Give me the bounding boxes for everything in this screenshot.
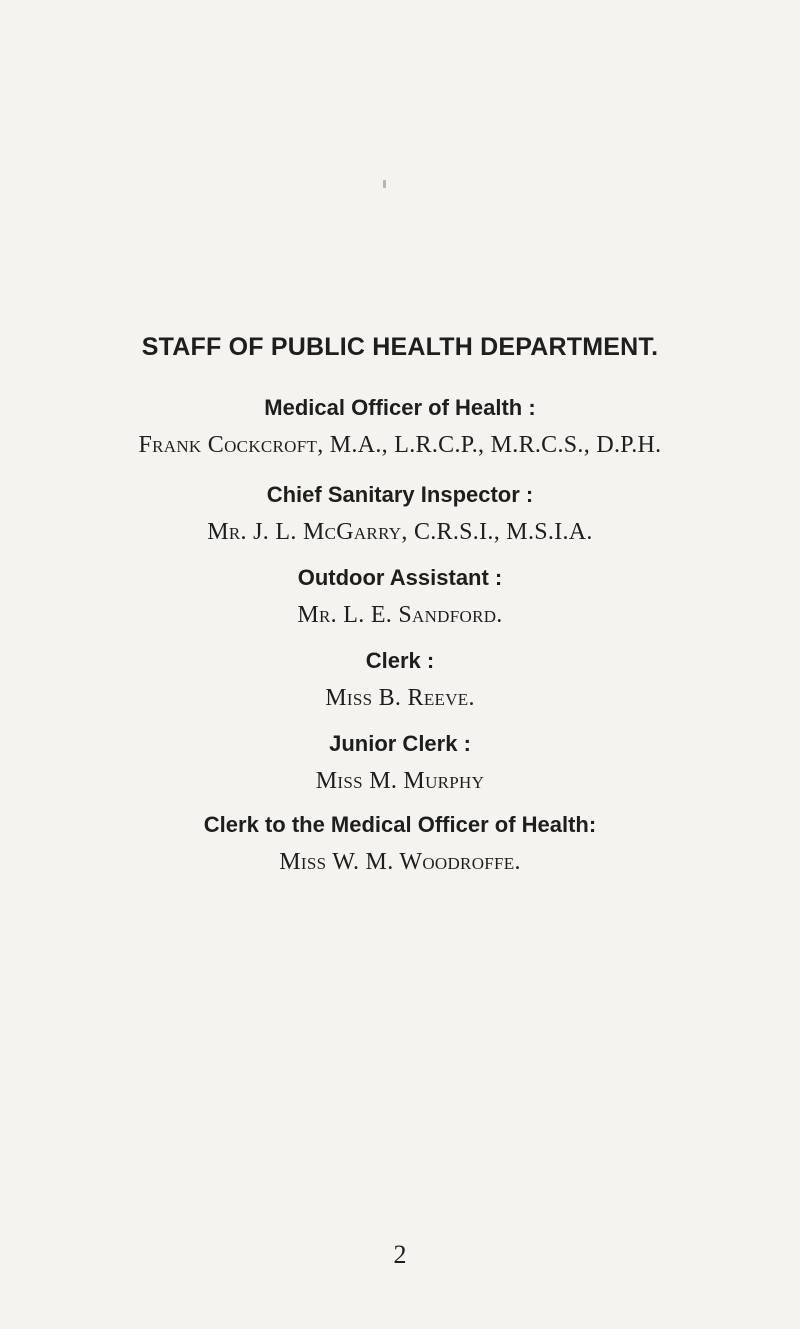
staff-role: Chief Sanitary Inspector :	[266, 482, 534, 507]
staff-name: Miss M. Murphy	[315, 768, 485, 794]
staff-name: Miss W. M. Woodroffe.	[279, 849, 521, 875]
staff-entry-medical-officer	[0, 393, 800, 462]
staff-entry-clerk-to-moh	[0, 810, 800, 879]
staff-role: Junior Clerk :	[329, 731, 471, 756]
page-title: STAFF OF PUBLIC HEALTH DEPARTMENT.	[141, 333, 659, 361]
staff-entry-outdoor-assistant	[0, 563, 800, 632]
staff-role: Clerk :	[365, 648, 435, 673]
staff-entry-chief-sanitary-inspector	[0, 480, 800, 549]
staff-role: Clerk to the Medical Officer of Health:	[203, 812, 597, 837]
page-number: 2	[393, 1240, 407, 1269]
staff-entry-clerk	[0, 646, 800, 715]
staff-role: Outdoor Assistant :	[297, 565, 503, 590]
staff-entry-junior-clerk	[0, 729, 800, 798]
print-speck	[383, 180, 386, 188]
staff-role: Medical Officer of Health :	[264, 395, 536, 420]
staff-name: Frank Cockcroft, M.A., L.R.C.P., M.R.C.S., D.P.H.	[138, 432, 662, 458]
staff-name: Miss B. Reeve.	[325, 685, 475, 711]
staff-name: Mr. L. E. Sandford.	[297, 602, 503, 628]
staff-name: Mr. J. L. McGarry, C.R.S.I., M.S.I.A.	[207, 519, 593, 545]
